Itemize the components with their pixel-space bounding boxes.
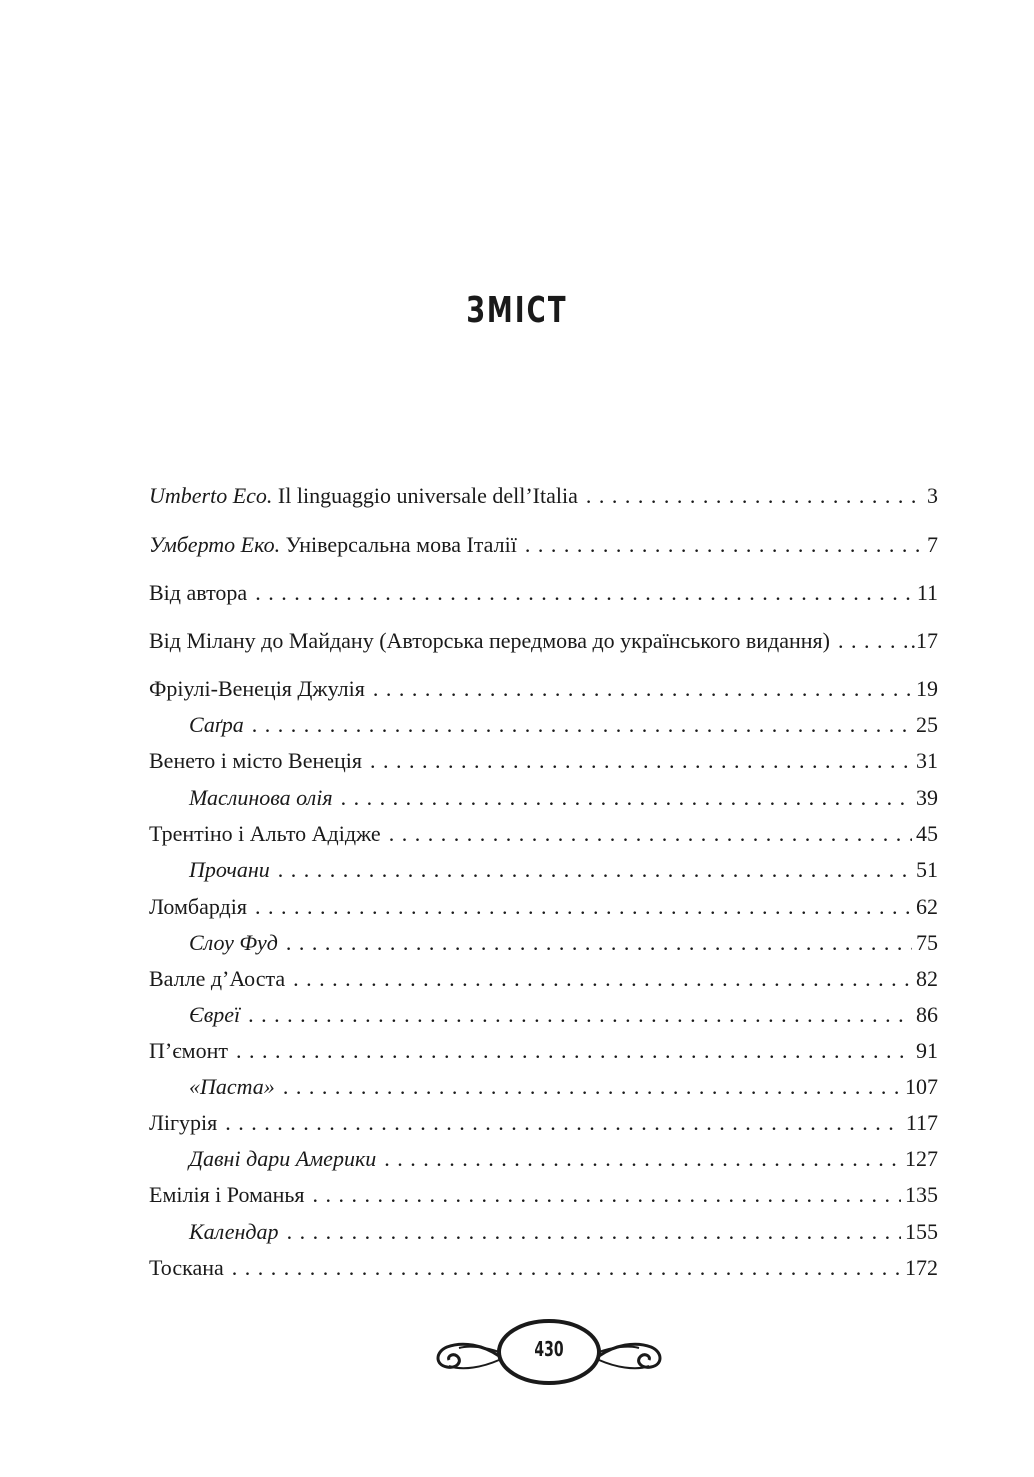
toc-entry-label [189,1218,279,1246]
toc-leader-dots [341,784,912,812]
toc-entry-title: Календар [189,1219,279,1244]
toc-leader-dots [313,1181,901,1209]
toc-leader-dots [370,747,912,775]
toc-entry-title: Il linguaggio universale dell’Italia [272,483,578,508]
toc-entry-title: Маслинова олія [189,785,333,810]
toc-entry-label [189,1145,376,1173]
page-number: 430 [534,1337,564,1361]
toc-entry-page: 62 [916,894,938,919]
toc-entry-title: Валле д’Аоста [149,966,286,991]
toc-leader-dots [255,579,913,607]
toc-entry-page: 25 [916,712,938,737]
toc-entry [189,1145,938,1173]
toc-entry-label [149,675,365,703]
toc-entry-title: П’ємонт [149,1038,228,1063]
toc-leader-dots [283,1073,901,1101]
toc-entry-page: 39 [916,785,938,810]
toc-entry-title: Від Мілану до Майдану (Авторська передмова до українського видання) [149,628,830,653]
toc-entry [149,579,938,607]
toc-entry-title: Емілія і Романья [149,1182,305,1207]
toc-entry [189,929,938,957]
toc-entry-title: Від автора [149,580,248,605]
toc-entry-title: Венето і місто Венеція [149,748,363,773]
toc-entry-page: 3 [927,483,938,508]
toc-entry-title: Слоу Фуд [189,930,278,955]
toc-leader-dots [838,627,907,655]
toc-entry [149,482,938,510]
toc-leader-dots [255,893,912,921]
toc-entry-label [189,929,278,957]
toc-entry-label [149,747,362,775]
toc-entry-page: 31 [916,748,938,773]
toc-leader-dots [287,1218,901,1246]
toc-entry-label [149,965,285,993]
toc-entry [149,531,938,559]
toc-entry-page: 45 [916,821,938,846]
toc-leader-dots [384,1145,901,1173]
toc-entry-label [149,820,381,848]
toc-entry-title: Універсальна мова Італії [280,532,517,557]
toc-entry-label [149,531,517,559]
toc-entry-page: 117 [905,1110,938,1135]
page-title: ЗМІСТ [466,290,568,331]
toc-entry-title: Давні дари Америки [189,1146,377,1171]
toc-entry-page: 11 [916,580,938,605]
toc-entry-page: 7 [927,532,938,557]
toc-entry-page: 86 [916,1002,938,1027]
toc-entry-page: 127 [905,1146,938,1171]
toc-entry-label [149,482,578,510]
toc-entry-page: 91 [916,1038,938,1063]
toc-entry-label [189,1073,275,1101]
toc-entry-title: Саґра [189,712,244,737]
toc-entry-page: 107 [905,1074,938,1099]
toc-entry-page: 135 [905,1182,938,1207]
toc-entry-label [149,579,247,607]
toc-leader-dots [248,1001,912,1029]
toc-entry-label [189,856,270,884]
toc-entry-label [189,711,244,739]
toc-leader-dots [586,482,923,510]
toc-entry [149,627,938,655]
toc-leader-dots [293,965,912,993]
toc-entry [149,1037,938,1065]
toc-entry-title: Євреї [189,1002,241,1027]
toc-entry [149,1254,938,1282]
toc-entry-title: Ломбардія [149,894,247,919]
toc-entry [149,965,938,993]
toc-entry-label [149,1181,305,1209]
toc-entry-title: Тоскана [149,1255,224,1280]
toc-entry-label [149,1109,217,1137]
toc-entry-label [149,1037,228,1065]
toc-leader-dots [286,929,912,957]
toc-entry-title: Трентіно і Альто Адідже [149,821,381,846]
toc-entry [189,1073,938,1101]
toc-entry-label [149,1254,224,1282]
toc-entry-label [149,627,830,655]
toc-entry-title: Лігурія [149,1110,218,1135]
toc-entry-author: Umberto Eco. [149,483,273,508]
toc-entry [189,1001,938,1029]
toc-entry-label [189,1001,240,1029]
toc-entry-author: Умберто Еко. [149,532,281,557]
toc-entry [189,1218,938,1246]
toc-entry-page: 19 [916,676,938,701]
toc-entry-label [149,893,247,921]
toc-entry-label [189,784,333,812]
toc-leader-dots [236,1037,912,1065]
toc-entry-page: .17 [910,628,938,653]
toc-leader-dots [525,531,923,559]
toc-entry [149,893,938,921]
toc-entry [189,711,938,739]
page-number-ornament [433,1319,665,1385]
toc-leader-dots [278,856,912,884]
toc-leader-dots [232,1254,901,1282]
toc-entry-page: 82 [916,966,938,991]
toc-entry [149,747,938,775]
toc-entry [189,856,938,884]
toc-entry [189,784,938,812]
toc-entry-title: Прочани [189,857,270,882]
toc-leader-dots [389,820,912,848]
toc-entry [149,1109,938,1137]
toc-entry [149,675,938,703]
toc-entry-page: 172 [905,1255,938,1280]
toc-leader-dots [252,711,912,739]
toc-entry-title: «Паста» [189,1074,275,1099]
toc-entry [149,820,938,848]
toc-entry-page: 51 [916,857,938,882]
toc-leader-dots [373,675,912,703]
toc-entry-page: 155 [905,1219,938,1244]
toc-entry [149,1181,938,1209]
toc-leader-dots [225,1109,902,1137]
toc-entry-title: Фріулі-Венеція Джулія [149,676,365,701]
toc-entry-page: 75 [916,930,938,955]
